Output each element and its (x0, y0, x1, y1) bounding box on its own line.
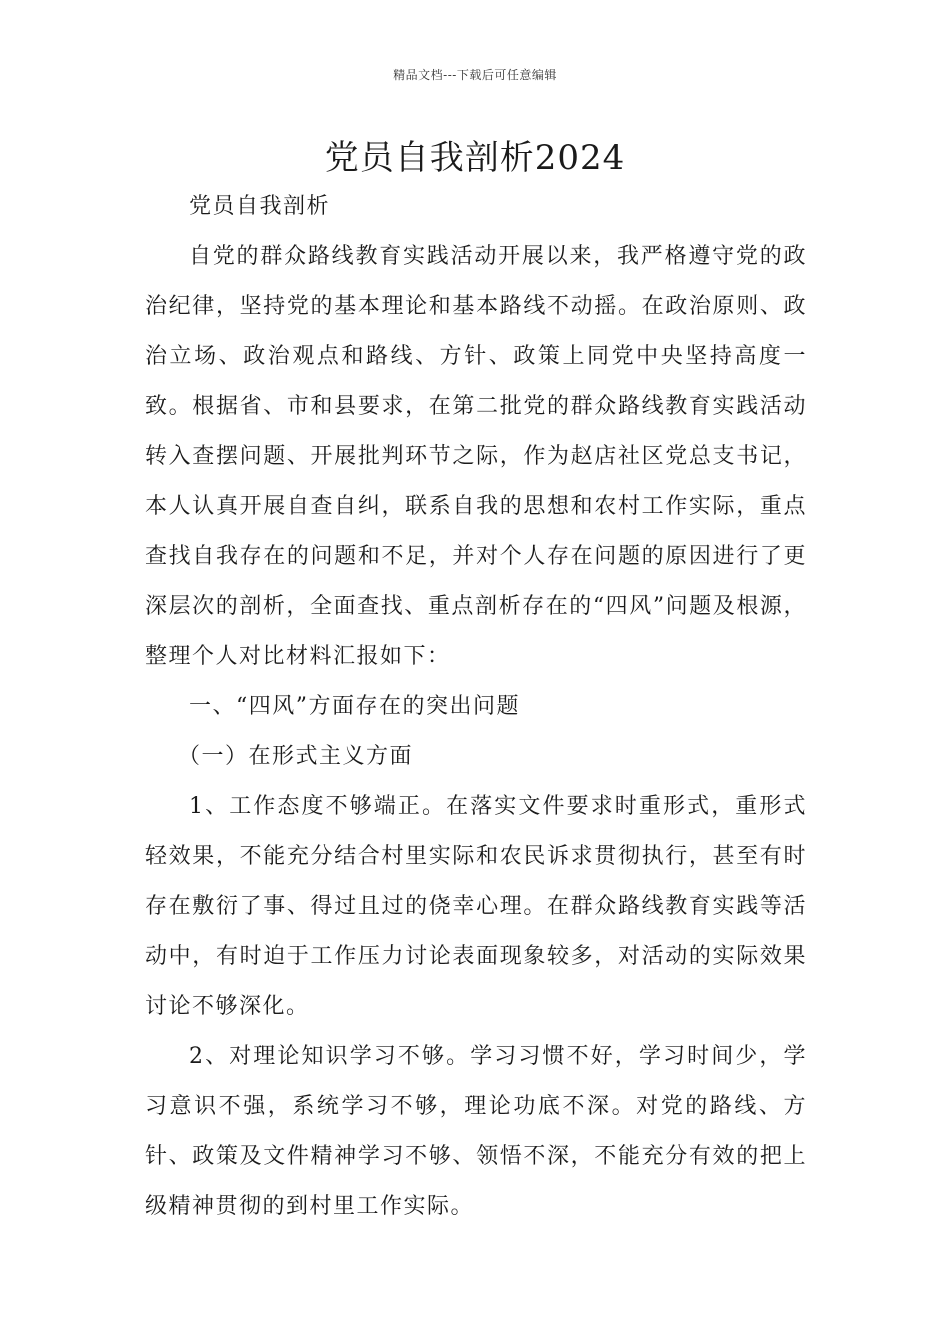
body-paragraph: 1、工作态度不够端正。在落实文件要求时重形式，重形式轻效果，不能充分结合村里实际和农民诉求贯彻执行，甚至有时存在敷衍了事、得过且过的侥幸心理。在群众路线教育实践等活动中，有时迫于工作压力讨论表面现象较多，对活动的实际效果讨论不够深化。 (145, 794, 807, 1019)
page-header-note: 精品文档---下载后可任意编辑 (393, 68, 557, 82)
intro-paragraph: 自党的群众路线教育实践活动开展以来，我严格遵守党的政治纪律，坚持党的基本理论和基本路线不动摇。在政治原则、政治立场、政治观点和路线、方针、政策上同党中央坚持高度一致。根据省、市和县要求，在第二批党的群众路线教育实践活动转入查摆问题、开展批判环节之际，作为赵店社区党总支书记，本人认真开展自查自纠，联系自我的思想和农村工作实际，重点查找自我存在的问题和不足，并对个人存在问题的原因进行了更深层次的剖析，全面查找、重点剖析存在的“四风”问题及根源，整理个人对比材料汇报如下： (145, 244, 807, 669)
subsection-heading: （一）在形式主义方面 (178, 744, 414, 769)
subtitle-paragraph: 党员自我剖析 (189, 194, 331, 219)
document-body (145, 182, 807, 1232)
body-paragraph: 2、对理论知识学习不够。学习习惯不好，学习时间少，学习意识不强，系统学习不够，理论功底不深。对党的路线、方针、政策及文件精神学习不够、领悟不深，不能充分有效的把上级精神贯彻的到村里工作实际。 (145, 1044, 807, 1219)
section-heading: 一、“四风”方面存在的突出问题 (189, 694, 520, 719)
document-title: 党员自我剖析2024 (324, 138, 626, 178)
